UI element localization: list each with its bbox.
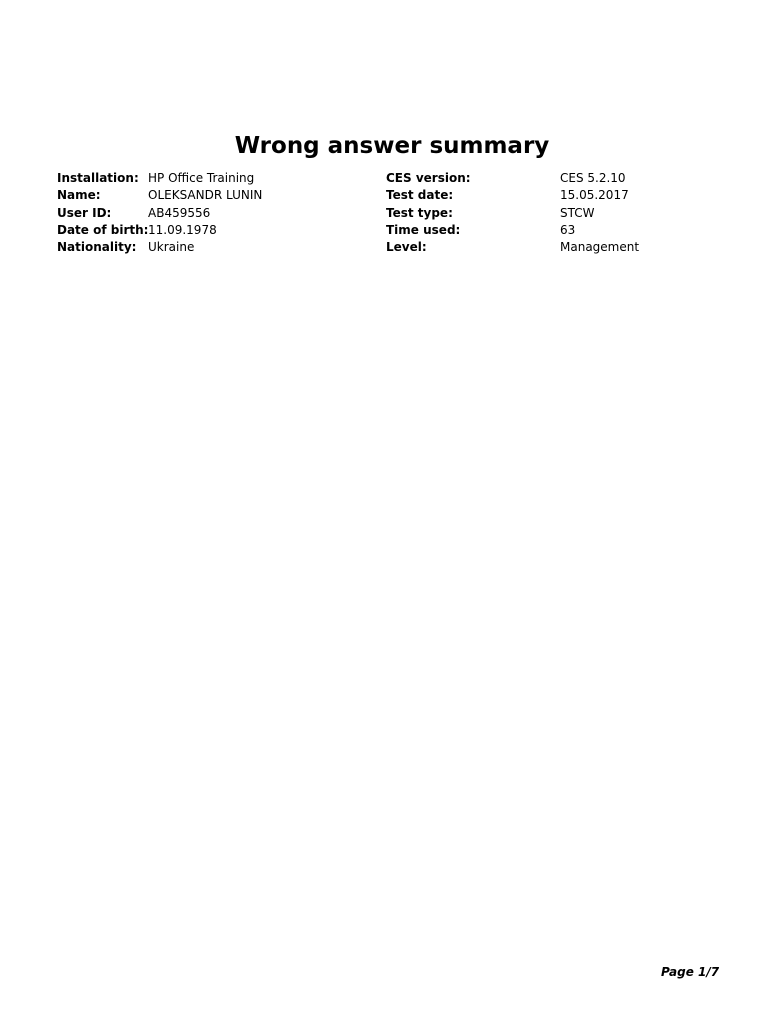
time-used-label: Time used:: [386, 222, 461, 237]
level-value: Management: [560, 240, 640, 255]
installation-label: Installation:: [57, 171, 139, 185]
info-row-date-of-birth: [57, 222, 717, 239]
installation-value: HP Office Training: [148, 171, 255, 185]
test-type-value: STCW: [560, 205, 595, 220]
user-id-label: User ID:: [57, 205, 112, 220]
candidate-info-table: [57, 170, 717, 256]
test-date-label: Test date:: [386, 188, 454, 203]
info-row-installation: [57, 170, 717, 187]
level-label: Level:: [386, 240, 427, 255]
info-row-name: [57, 187, 717, 204]
page-number: Page 1/7: [661, 965, 720, 979]
name-label: Name:: [57, 188, 101, 203]
page-title: Wrong answer summary: [234, 133, 550, 159]
test-type-label: Test type:: [386, 205, 453, 220]
test-date-value: 15.05.2017: [560, 188, 629, 203]
info-row-nationality: [57, 239, 717, 256]
date-of-birth-value: 11.09.1978: [148, 222, 217, 237]
time-used-value: 63: [560, 222, 576, 237]
nationality-value: Ukraine: [148, 240, 195, 255]
name-value: OLEKSANDR LUNIN: [148, 188, 263, 203]
ces-version-label: CES version:: [386, 171, 471, 185]
date-of-birth-label: Date of birth:: [57, 222, 149, 237]
nationality-label: Nationality:: [57, 240, 137, 255]
info-row-user-id: [57, 205, 717, 222]
user-id-value: AB459556: [148, 205, 211, 220]
ces-version-value: CES 5.2.10: [560, 171, 626, 185]
